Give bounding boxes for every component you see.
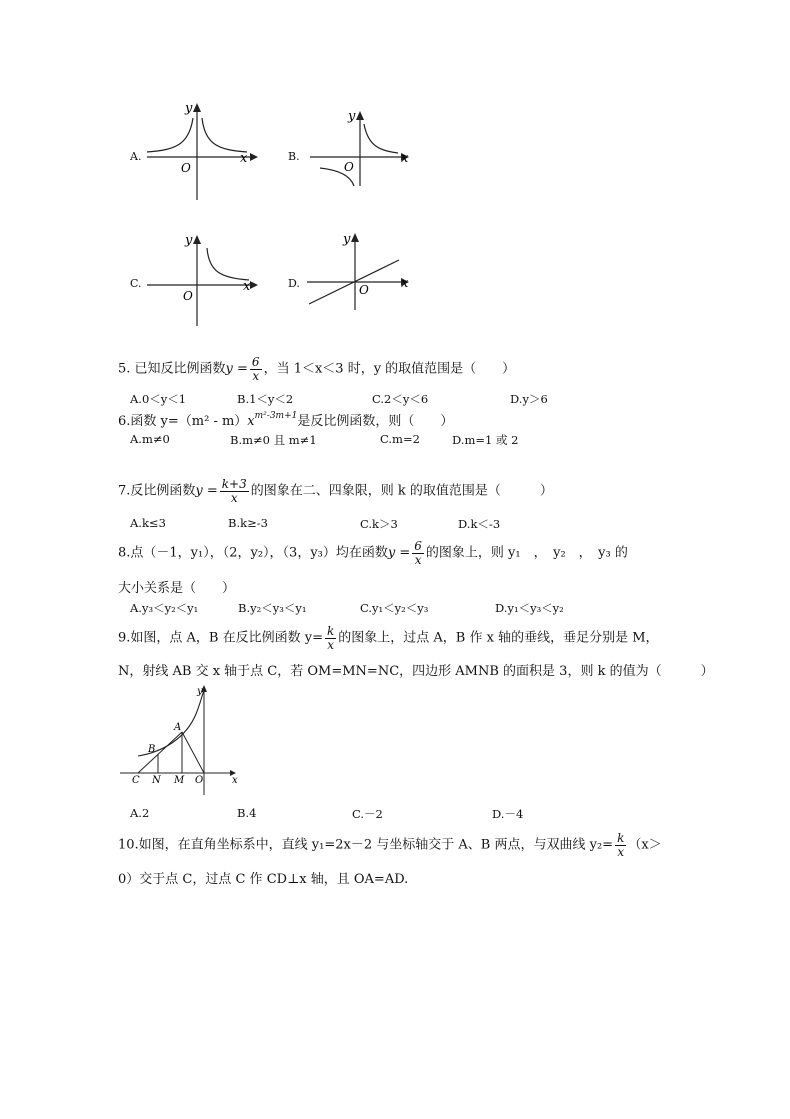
q10-stem <box>118 832 662 858</box>
graph-b <box>308 108 413 188</box>
axis-x-label: x <box>401 151 409 166</box>
q6-prefix: 6.函数 y=（m² - m） <box>118 414 248 429</box>
q9-line2: N，射线 AB 交 x 轴于点 C，若 OM=MN=NC，四边形 AMNB 的面积是 3，则 k 的值为（ ） <box>118 664 714 679</box>
origin-label: O <box>183 289 193 303</box>
q5-fraction <box>250 356 262 382</box>
origin-label: O <box>359 283 369 297</box>
q8-fraction-num: 6 <box>414 539 422 553</box>
origin-label: O <box>181 161 191 175</box>
q8-stem <box>118 540 628 566</box>
q8-line2: 大小关系是（ ） <box>118 581 236 596</box>
option-d-label: D. <box>288 277 300 290</box>
q7-fraction-den: x <box>230 490 238 505</box>
q10-prefix: 10.如图，在直角坐标系中，直线 y₁=2x－2 与坐标轴交于 A、B 两点，与双曲线 y₂= <box>118 837 614 853</box>
q5-option-b[interactable]: B.1＜y＜2 <box>237 392 294 406</box>
q8-suffix: 的图象上，则 y₁ ， y₂ ， y₃ 的 <box>425 545 628 561</box>
q5-suffix: ，当 1＜x＜3 时，y 的取值范围是（ ） <box>263 361 516 377</box>
q5-option-a[interactable]: A.0＜y＜1 <box>130 392 187 406</box>
q7-option-c[interactable]: C.k＞3 <box>360 517 398 531</box>
q9-figure <box>118 680 248 800</box>
q6-stem <box>118 410 453 429</box>
axis-y-label: y <box>185 233 193 248</box>
q8-fraction-den: x <box>414 552 422 567</box>
graph-a <box>145 100 260 202</box>
q6-base: x <box>247 414 255 429</box>
option-a-label: A. <box>130 150 142 163</box>
q6-suffix: 是反比例函数，则（ ） <box>297 414 454 429</box>
q10-fraction-num: k <box>617 831 625 845</box>
q7-option-a[interactable]: A.k≤3 <box>130 516 166 530</box>
q5-fraction-den: x <box>252 368 260 383</box>
label-x: x <box>232 775 238 786</box>
origin-label: O <box>344 160 354 174</box>
q9-option-d[interactable]: D.－4 <box>492 807 524 821</box>
axis-x-label: x <box>401 276 409 291</box>
axis-y-label: y <box>348 109 356 124</box>
q9-fraction-den: x <box>327 637 335 652</box>
q6-exponent: m²-3m+1 <box>254 411 298 421</box>
label-o: O <box>195 775 204 786</box>
q9-option-b[interactable]: B.4 <box>237 806 257 820</box>
label-b: B <box>148 744 156 755</box>
q8-prefix: 8.点（－1，y₁），（2，y₂），（3，y₃）均在函数 <box>118 545 388 561</box>
q10-line2: 0）交于点 C，过点 C 作 CD⊥x 轴，且 OA=AD. <box>118 872 409 887</box>
q8-fn-lhs: y = <box>387 545 411 561</box>
axis-y-label: y <box>343 232 351 247</box>
axis-y-label: y <box>185 101 193 116</box>
option-b-label: B. <box>288 150 300 163</box>
q7-suffix: 的图象在二、四象限，则 k 的取值范围是（ ） <box>250 483 553 499</box>
graph-c <box>145 232 260 328</box>
q7-option-b[interactable]: B.k≥-3 <box>228 516 268 530</box>
q9-suffix: 的图象上，过点 A，B 作 x 轴的垂线，垂足分别是 M， <box>338 630 659 646</box>
axis-x-label: x <box>243 279 251 294</box>
q10-suffix: （x＞ <box>628 837 662 853</box>
label-c: C <box>132 775 140 786</box>
label-a: A <box>174 722 182 733</box>
q9-stem <box>118 625 659 651</box>
q6-option-b[interactable]: B.m≠0 且 m≠1 <box>230 433 317 447</box>
q10-fraction <box>615 832 626 858</box>
graph-d <box>305 230 413 310</box>
q8-option-b[interactable]: B.y₂＜y₃＜y₁ <box>238 601 307 615</box>
option-c-label: C. <box>130 277 142 290</box>
q5-stem <box>118 356 515 382</box>
label-m: M <box>174 775 185 786</box>
q5-option-d[interactable]: D.y＞6 <box>510 392 548 406</box>
q7-prefix: 7.反比例函数 <box>118 483 196 499</box>
q5-option-c[interactable]: C.2＜y＜6 <box>372 392 429 406</box>
q9-option-c[interactable]: C.－2 <box>352 807 383 821</box>
q6-option-a[interactable]: A.m≠0 <box>130 432 170 446</box>
q8-fraction <box>412 540 424 566</box>
q8-option-a[interactable]: A.y₃＜y₂＜y₁ <box>130 601 199 615</box>
q7-stem <box>118 478 553 504</box>
q6-option-d[interactable]: D.m=1 或 2 <box>452 433 519 447</box>
q5-prefix: 5. 已知反比例函数 <box>118 361 226 377</box>
label-y: y <box>197 686 203 697</box>
q7-fraction-num: k+3 <box>221 477 247 491</box>
q8-option-d[interactable]: D.y₁＜y₃＜y₂ <box>495 601 564 615</box>
q9-fraction <box>325 625 336 651</box>
q9-option-a[interactable]: A.2 <box>130 806 150 820</box>
q7-fraction <box>220 478 249 504</box>
q10-fraction-den: x <box>617 844 625 859</box>
label-n: N <box>152 775 161 786</box>
axis-x-label: x <box>240 151 248 166</box>
q5-fraction-num: 6 <box>251 355 260 369</box>
q5-fn-lhs: y = <box>225 361 248 377</box>
q7-fn-lhs: y = <box>195 483 218 499</box>
q8-option-c[interactable]: C.y₁＜y₂＜y₃ <box>360 601 429 615</box>
q9-prefix: 9.如图，点 A，B 在反比例函数 y= <box>118 630 323 646</box>
q6-option-c[interactable]: C.m=2 <box>380 432 420 446</box>
q9-fraction-num: k <box>326 624 335 638</box>
q7-option-d[interactable]: D.k＜-3 <box>458 517 501 531</box>
